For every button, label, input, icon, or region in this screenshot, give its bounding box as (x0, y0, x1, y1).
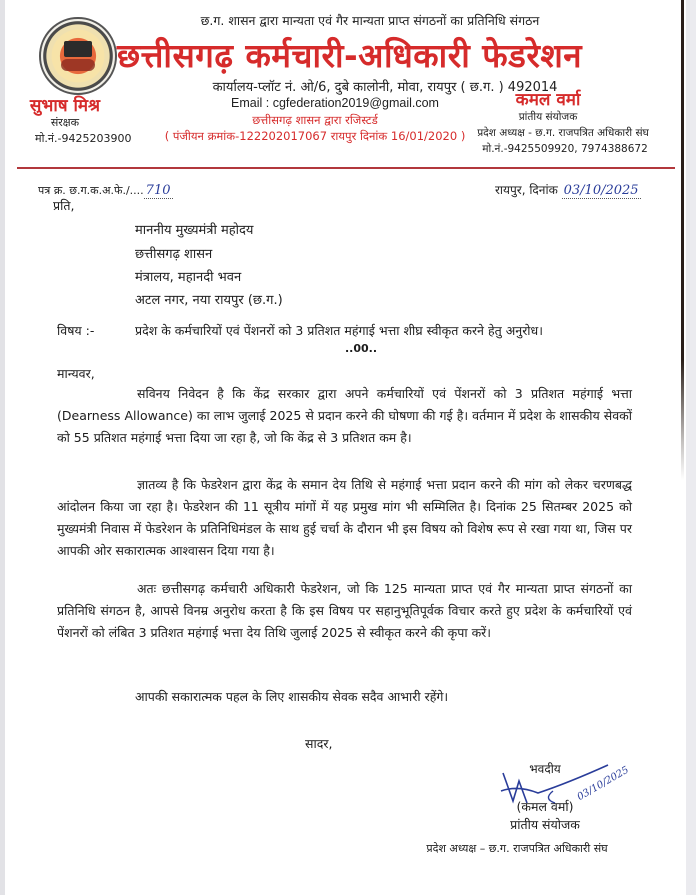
page-edge-border (681, 0, 684, 480)
convener-role: प्रांतीय संयोजक (518, 111, 578, 123)
body-paragraph: ज्ञातव्य है कि फेडरेशन द्वारा केंद्र के समान देय तिथि से महंगाई भत्ता प्रदान करने की मांग को लेकर चरणबद्ध आंदोलन किया जा रहा है। फेडरेशन की 11 सूत्रीय मांगों में यह प्रमुख मांग भी सम्मिलित है। दिनांक 25 सितम्बर 2025 को मुख्यमंत्री निवास में फेडरेशन के प्रतिनिधिमंडल के साथ हुई चर्चा के दौरान भी इस विषय को विशेष रूप से रखा गया था, जिस पर आपकी ओर सकारात्मक आश्वासन दिया गया है। (57, 477, 632, 558)
section-separator: ..00.. (345, 342, 378, 355)
letterhead-tagline: छ.ग. शासन द्वारा मान्यता एवं गैर मान्यता प्राप्त संगठनों का प्रतिनिधि संगठन (200, 13, 540, 28)
subject-label: विषय :- (57, 323, 95, 338)
signatory-org: प्रदेश अध्यक्ष – छ.ग. राजपत्रित अधिकारी संघ (426, 842, 608, 855)
federation-emblem-icon (39, 17, 117, 95)
recipient-line: माननीय मुख्यमंत्री महोदय (135, 223, 254, 238)
body-paragraph: अतः छत्तीसगढ़ कर्मचारी अधिकारी फेडरेशन, जो कि 125 मान्यता प्राप्त एवं गैर मान्यता प्राप्त संगठनों का प्रतिनिधि संगठन है, आपसे विनम्र अनुरोध करता है कि इस विषय पर सहानुभूतिपूर्वक विचार करते हुए प्रदेश के कर्मचारियों एवं पेंशनरों को लंबित 3 प्रतिशत महंगाई भत्ता देय तिथि जुलाई 2025 से स्वीकृत करने की कृपा करें। (57, 581, 632, 640)
logo-banner (64, 41, 92, 57)
letterhead-divider (17, 167, 675, 169)
registration-number: ( पंजीयन क्रमांक-122202017067 रायपुर दिनांक 16/01/2020 ) (164, 129, 466, 143)
regards-text: सादर, (305, 736, 333, 751)
convener-org: प्रदेश अध्यक्ष - छ.ग. राजपत्रित अधिकारी संघ (477, 127, 649, 139)
body-paragraph: सविनय निवेदन है कि केंद्र सरकार द्वारा अपने कर्मचारियों एवं पेंशनरों को 3 प्रतिशत महंगाई भत्ता (Dearness Allowance) का लाभ जुलाई 2025 से प्रदान करने की घोषणा की गई है। वर्तमान में प्रदेश के शासकीय सेवकों को 55 प्रतिशत महंगाई भत्ता दिया जा रहा है, जो कि केंद्र से 3 प्रतिशत कम है। (57, 386, 632, 445)
office-address: कार्यालय-प्लॉट नं. ओ/6, दुबे कालोनी, मोवा, रायपुर ( छ.ग. ) 492014 (212, 80, 558, 95)
yours-faithfully: भवदीय (529, 762, 561, 776)
patron-phone: मो.नं.-9425203900 (35, 132, 132, 145)
patron-role: संरक्षक (50, 116, 80, 129)
recipient-line: छत्तीसगढ़ शासन (135, 247, 213, 262)
reference-prefix: पत्र क्र. छ.ग.क.अ.फे./.... (38, 184, 144, 197)
date-prefix: रायपुर, दिनांक (495, 183, 558, 197)
letter-page (5, 0, 681, 895)
registration-label: छत्तीसगढ़ शासन द्वारा रजिस्टर्ड (252, 113, 378, 127)
salutation: मान्यवर, (57, 366, 95, 381)
convener-phone: मो.नं.-9425509920, 7974388672 (482, 143, 648, 155)
subject-text: प्रदेश के कर्मचारियों एवं पेंशनरों को 3 प्रतिशत महंगाई भत्ता शीघ्र स्वीकृत करने हेतु अनुरोध। (135, 323, 543, 338)
date-value: 03/10/2025 (563, 183, 639, 198)
signatory-role: प्रांतीय संयोजक (510, 817, 580, 832)
letter-reference (38, 183, 173, 198)
convener-name: कमल वर्मा (515, 90, 581, 110)
letter-date (495, 181, 641, 198)
to-label: प्रति, (53, 198, 75, 213)
email-address: Email : cgfederation2019@gmail.com (231, 96, 439, 110)
signatory-name: (कमल वर्मा) (516, 799, 574, 814)
handwritten-sign-date: 03/10/2025 (575, 764, 631, 803)
right-margin-strip (686, 0, 696, 895)
closing-line: आपकी सकारात्मक पहल के लिए शासकीय सेवक सदैव आभारी रहेंगे। (135, 689, 449, 704)
reference-number: 710 (145, 183, 171, 198)
organization-title: छत्तीसगढ़ कर्मचारी-अधिकारी फेडरेशन (117, 36, 583, 75)
logo-fists (61, 59, 95, 71)
recipient-line: अटल नगर, नया रायपुर (छ.ग.) (135, 293, 283, 308)
recipient-line: मंत्रालय, महानदी भवन (135, 270, 242, 285)
patron-name: सुभाष मिश्र (29, 96, 101, 116)
